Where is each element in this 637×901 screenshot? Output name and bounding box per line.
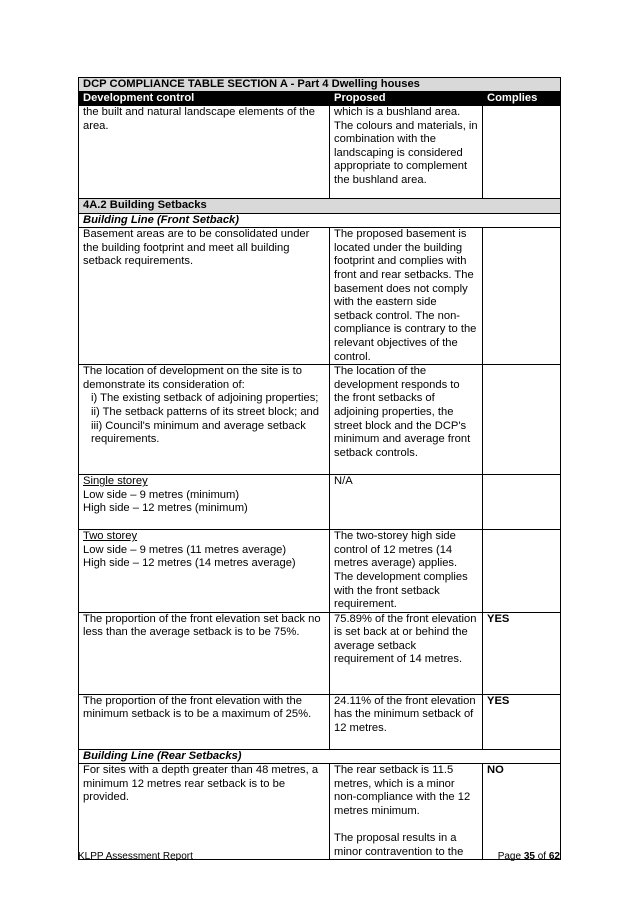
header-complies: Complies: [483, 92, 561, 106]
control-cell: [79, 530, 330, 613]
page-total: 62: [548, 851, 560, 862]
proposed-paragraph: The proposal results in a minor contravention to the: [334, 832, 464, 858]
control-cell: The proportion of the front elevation with the minimum setback is to be a maximum of 25%.: [79, 694, 330, 749]
control-line: High side – 12 metres (14 metres average): [83, 557, 296, 570]
table-row: [79, 106, 561, 199]
subsection-heading: Building Line (Front Setback): [79, 213, 561, 228]
control-list-item: iii) Council's minimum and average setback requirements.: [91, 419, 306, 446]
table-row: [79, 365, 561, 475]
page-prefix: Page: [497, 851, 522, 862]
header-development-control: Development control: [79, 92, 330, 106]
complies-cell: YES: [483, 612, 561, 694]
table-row: [79, 764, 561, 860]
complies-cell: [483, 475, 561, 530]
proposed-cell: N/A: [330, 475, 483, 530]
proposed-cell: 75.89% of the front elevation is set back at or behind the average setback requirement of 14 metres.: [330, 612, 483, 694]
control-cell: [79, 365, 330, 475]
control-intro: The location of development on the site is to demonstrate its consideration of:: [83, 365, 302, 391]
complies-cell: [483, 228, 561, 365]
table-row: [79, 530, 561, 613]
table-row: [79, 228, 561, 365]
dcp-compliance-table: [78, 77, 561, 860]
control-list-item: i) The existing setback of adjoining properties;: [91, 392, 319, 405]
complies-cell: [483, 530, 561, 613]
subsection-row: [79, 213, 561, 228]
proposed-cell: [330, 764, 483, 860]
section-row: [79, 199, 561, 214]
table-title-row: [79, 78, 561, 92]
table-title: DCP COMPLIANCE TABLE SECTION A - Part 4 Dwelling houses: [79, 78, 561, 92]
page-of: of: [537, 851, 547, 862]
table-row: [79, 612, 561, 694]
section-heading: 4A.2 Building Setbacks: [79, 199, 561, 214]
control-cell: the built and natural landscape elements of the area.: [79, 106, 330, 199]
proposed-cell: The two-storey high side control of 12 metres (14 metres average) applies. The development complies with the front setback requirement.: [330, 530, 483, 613]
proposed-cell: The proposed basement is located under the building footprint and complies with front and rear setbacks. The basement does not comply with the eastern side setback control. The non-compliance is contrary to the relevant objectives of the control.: [330, 228, 483, 365]
control-heading: Two storey: [83, 530, 138, 543]
footer-report-title: KLPP Assessment Report: [78, 851, 193, 862]
proposed-cell: which is a bushland area. The colours and materials, in combination with the landscaping is considered appropriate to complement the bushland area.: [330, 106, 483, 199]
proposed-cell: The location of the development responds to the front setbacks of adjoining properties, the street block and the DCP's minimum and average front setback controls.: [330, 365, 483, 475]
control-line: Low side – 9 metres (minimum): [83, 488, 240, 501]
control-line: Low side – 9 metres (11 metres average): [83, 543, 287, 556]
control-cell: Basement areas are to be consolidated under the building footprint and meet all building setback requirements.: [79, 228, 330, 365]
proposed-paragraph: The rear setback is 11.5 metres, which is a minor non-compliance with the 12 metres minimum.: [334, 764, 471, 818]
subsection-row: [79, 749, 561, 764]
complies-cell: [483, 106, 561, 199]
complies-cell: [483, 365, 561, 475]
proposed-cell: 24.11% of the front elevation has the minimum setback of 12 metres.: [330, 694, 483, 749]
table-row: [79, 475, 561, 530]
control-list-item: ii) The setback patterns of its street block; and: [91, 405, 320, 418]
control-line: High side – 12 metres (minimum): [83, 502, 248, 515]
table-header-row: [79, 92, 561, 106]
complies-cell: YES: [483, 694, 561, 749]
control-cell: The proportion of the front elevation set back no less than the average setback is to be 75%.: [79, 612, 330, 694]
header-proposed: Proposed: [330, 92, 483, 106]
control-cell: For sites with a depth greater than 48 metres, a minimum 12 metres rear setback is to be provided.: [79, 764, 330, 860]
table-row: [79, 694, 561, 749]
control-cell: [79, 475, 330, 530]
control-heading: Single storey: [83, 475, 148, 488]
footer-page-number: [498, 851, 560, 862]
page-current: 35: [523, 851, 535, 862]
subsection-heading: Building Line (Rear Setbacks): [79, 749, 561, 764]
complies-cell: NO: [483, 764, 561, 860]
